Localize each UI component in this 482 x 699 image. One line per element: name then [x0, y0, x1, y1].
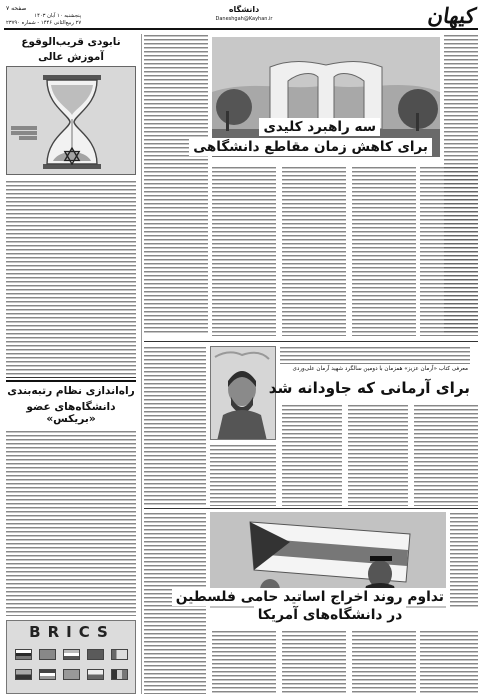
brics-box-body-text	[6, 430, 136, 616]
protest-body-column-1	[212, 630, 276, 694]
lead-body-column-3	[352, 166, 416, 336]
left-box-title-line-1: نابودی قریب‌الوقوع آموزش عالی	[21, 36, 121, 63]
book-body-column-1	[210, 444, 276, 506]
flag-icon	[111, 649, 128, 660]
protest-headline	[175, 588, 448, 624]
star-of-david-icon	[63, 147, 81, 165]
portrait-illustration	[210, 347, 275, 440]
protest-headline-line-2: در دانشگاه‌های آمریکا	[254, 606, 407, 624]
lead-headline-line-1: سه راهبرد کلیدی	[259, 118, 380, 136]
flag-icon	[87, 649, 104, 660]
dateline-issue: ۲۷ ربیع‌الثانی ۱۴۴۶ - شماره ۲۳۷۹۰	[6, 20, 82, 26]
column-divider	[141, 34, 142, 694]
hourglass-illustration	[6, 66, 136, 175]
book-body-column-2	[282, 404, 342, 506]
flag-icon	[15, 649, 32, 660]
section-name: دانشگاه	[228, 5, 260, 14]
lead-body-column-2	[282, 166, 346, 336]
lead-headline-line-2: برای کاهش زمان مقاطع دانشگاهی	[189, 138, 432, 156]
brics-box-title-line-1: راه‌اندازی نظام رتبه‌بندی	[7, 385, 135, 397]
protest-body-column-4	[420, 630, 478, 694]
brics-box-title-line-2: دانشگاه‌های عضو «بریکس»	[26, 401, 116, 425]
page-number: صفحه ۷	[6, 5, 27, 12]
left-box-body-text	[6, 180, 136, 376]
book-body-column-3	[348, 404, 408, 506]
newspaper-logo: کیهان	[426, 3, 478, 28]
lead-body-column-1	[212, 166, 276, 336]
flag-icon	[111, 669, 128, 680]
protest-body-column-2	[282, 630, 346, 694]
dateline-date: پنجشنبه ۱۰ آبان ۱۴۰۳	[34, 13, 82, 19]
brics-ranking-box	[6, 380, 136, 426]
middle-column-text	[144, 34, 208, 334]
brics-word: BRICS	[29, 623, 115, 641]
flag-icon	[87, 669, 104, 680]
story-divider-2	[144, 508, 478, 509]
protest-body-column-3	[352, 630, 416, 694]
brics-illustration	[6, 620, 136, 694]
book-body-column-4	[414, 404, 478, 506]
dateline	[6, 13, 81, 27]
flag-icon	[63, 669, 80, 680]
book-headline: برای آرمانی که جاودانه شد	[268, 379, 470, 397]
book-story-left-text	[144, 346, 206, 506]
flag-icon	[39, 649, 56, 660]
left-divider	[6, 377, 136, 378]
book-story-mid-text	[280, 346, 470, 364]
protest-headline-line-1: تداوم روند اخراج اساتید حامی فلسطین	[172, 588, 448, 606]
flag-icon	[15, 669, 32, 680]
lead-headline	[193, 118, 432, 162]
section-website: Daneshgah@Kayhan.ir	[215, 16, 273, 22]
protest-right-text	[450, 512, 478, 608]
flag-icon	[63, 649, 80, 660]
martyr-portrait	[210, 346, 276, 440]
poster-caption	[11, 125, 37, 141]
masthead	[4, 4, 478, 30]
lead-body-column-4	[420, 166, 478, 336]
story-divider	[144, 341, 478, 342]
book-kicker: معرفی کتاب «آرمان عزیز» همزمان با دومین سالگرد شهید آرمان علی‌وردی	[292, 366, 468, 372]
flag-icon	[39, 669, 56, 680]
